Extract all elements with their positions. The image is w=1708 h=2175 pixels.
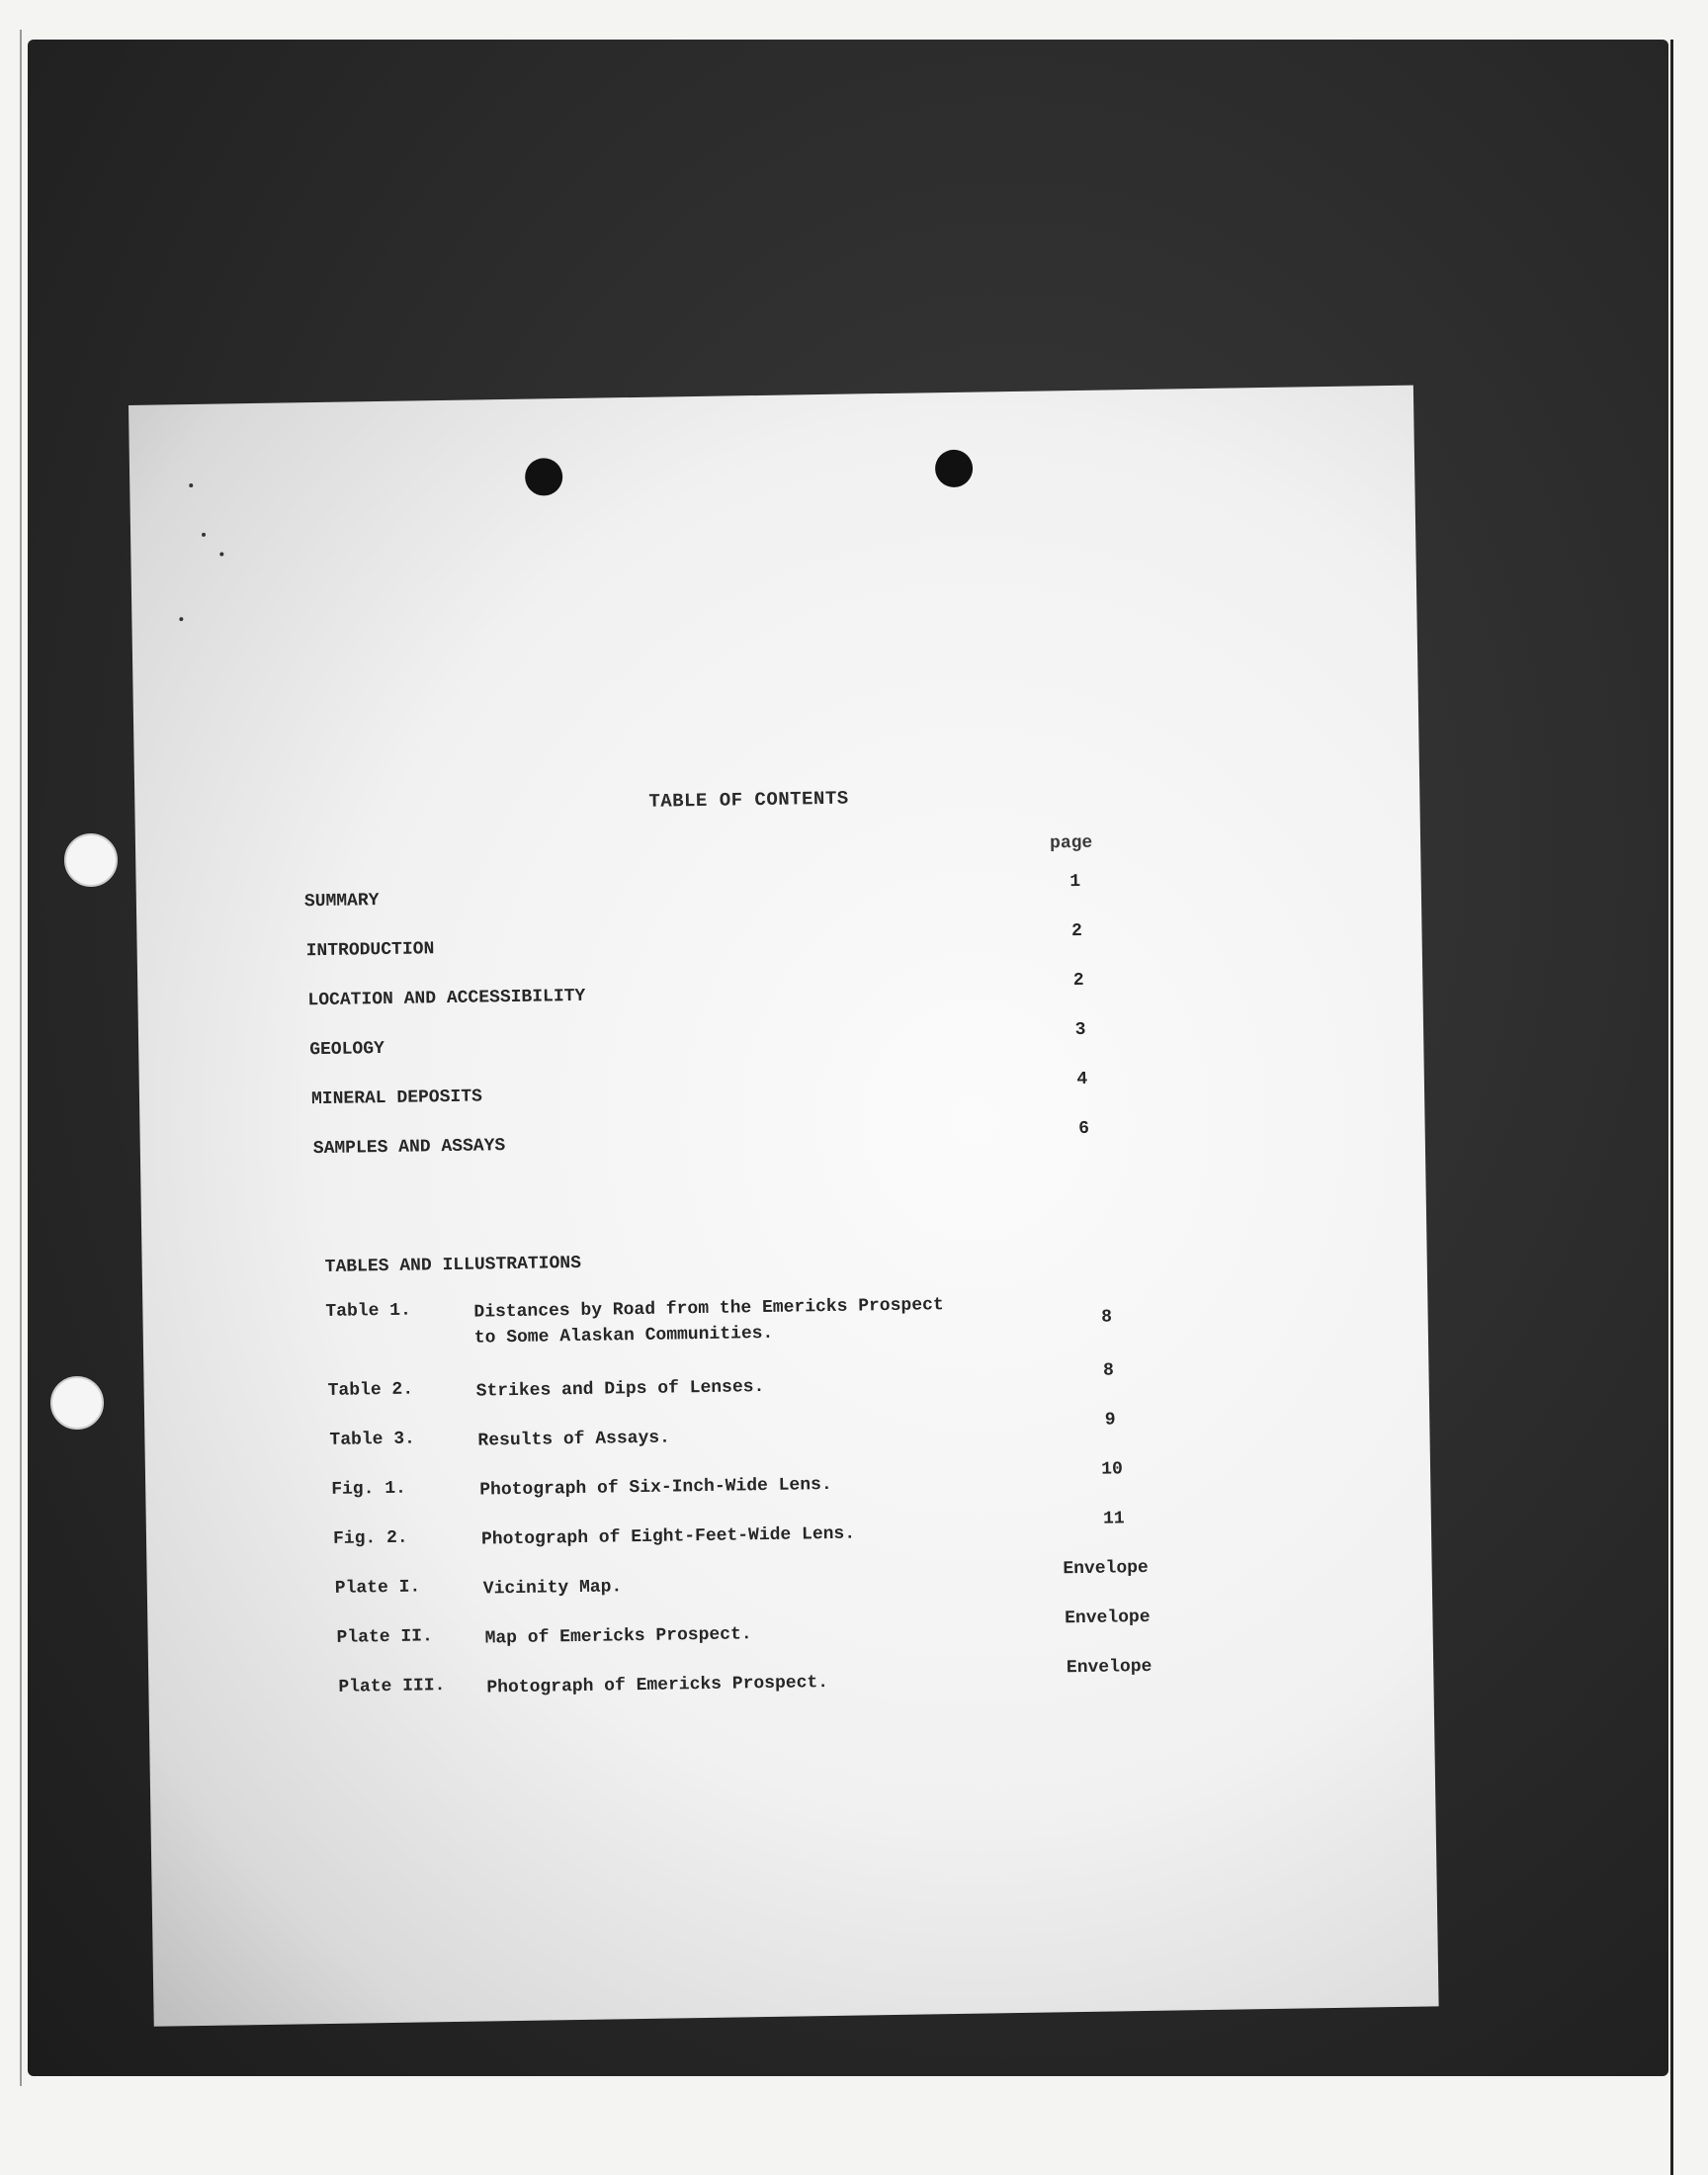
- table-entry: [327, 1360, 1238, 1411]
- page-title: TABLE OF CONTENTS: [648, 787, 849, 813]
- contents-entry: [303, 871, 1194, 921]
- table-description: Results of Assays.: [477, 1428, 671, 1451]
- contents-label: SUMMARY: [303, 891, 380, 913]
- table-description: Photograph of Emericks Prospect.: [486, 1673, 829, 1698]
- punch-hole-left: [525, 458, 563, 496]
- contents-page: 2: [1070, 920, 1083, 942]
- table-description: Photograph of Eight-Feet-Wide Lens.: [480, 1523, 856, 1550]
- contents-page: 2: [1072, 970, 1084, 992]
- scan-edge-left: [20, 30, 22, 2086]
- page-column-header: page: [1049, 832, 1093, 854]
- binder-hole-bottom: [50, 1376, 104, 1430]
- contents-page: 4: [1076, 1069, 1088, 1090]
- table-label: Plate III.: [338, 1676, 446, 1697]
- contents-entry: [305, 920, 1196, 971]
- table-entry: [325, 1288, 1236, 1361]
- table-entry: [331, 1459, 1240, 1509]
- contents-entry: [307, 970, 1197, 1020]
- table-description: Distances by Road from the Emericks Prospect to Some Alaskan Communities.: [473, 1295, 944, 1348]
- document-page: [128, 386, 1439, 2027]
- contents-entry: [310, 1069, 1201, 1119]
- table-label: Fig. 2.: [332, 1527, 408, 1549]
- table-entry: [329, 1410, 1238, 1459]
- binder-hole-top: [64, 833, 118, 887]
- contents-page: 3: [1074, 1019, 1086, 1041]
- table-entry: [336, 1607, 1245, 1657]
- table-page: Envelope: [1066, 1656, 1153, 1679]
- table-page: 9: [1104, 1410, 1116, 1431]
- table-description: Map of Emericks Prospect.: [484, 1624, 752, 1649]
- table-label: Fig. 1.: [331, 1478, 407, 1500]
- table-page: 11: [1102, 1509, 1125, 1529]
- speck: [179, 617, 183, 621]
- contents-label: INTRODUCTION: [305, 939, 435, 962]
- contents-entry: [309, 1019, 1199, 1070]
- speck: [202, 533, 206, 537]
- table-label: Table 1.: [325, 1300, 411, 1322]
- contents-label: MINERAL DEPOSITS: [310, 1087, 483, 1110]
- table-page: 8: [1102, 1360, 1115, 1381]
- table-label: Table 3.: [329, 1429, 416, 1450]
- table-entry: [332, 1509, 1242, 1558]
- contents-page: 6: [1078, 1118, 1090, 1139]
- table-page: Envelope: [1065, 1607, 1151, 1629]
- punch-hole-right: [935, 450, 974, 488]
- contents-label: GEOLOGY: [309, 1039, 385, 1061]
- table-page: 8: [1101, 1307, 1113, 1328]
- table-label: Plate I.: [334, 1577, 421, 1599]
- table-label: Plate II.: [336, 1626, 433, 1648]
- contents-label: SAMPLES AND ASSAYS: [312, 1136, 506, 1160]
- speck: [189, 483, 193, 487]
- table-label: Table 2.: [327, 1379, 414, 1401]
- table-page: Envelope: [1063, 1557, 1149, 1580]
- table-entry: [334, 1557, 1244, 1608]
- table-description: Vicinity Map.: [482, 1577, 623, 1600]
- contents-entry: [312, 1118, 1203, 1169]
- tables-heading: TABLES AND ILLUSTRATIONS: [324, 1253, 582, 1277]
- table-page: 10: [1101, 1459, 1123, 1480]
- table-entry: [338, 1656, 1247, 1706]
- table-description: Strikes and Dips of Lenses.: [475, 1377, 765, 1402]
- speck: [219, 553, 223, 557]
- table-description: Photograph of Six-Inch-Wide Lens.: [479, 1474, 832, 1501]
- contents-label: LOCATION AND ACCESSIBILITY: [307, 986, 586, 1011]
- scan-edge-right: [1670, 40, 1673, 2175]
- contents-page: 1: [1069, 871, 1081, 893]
